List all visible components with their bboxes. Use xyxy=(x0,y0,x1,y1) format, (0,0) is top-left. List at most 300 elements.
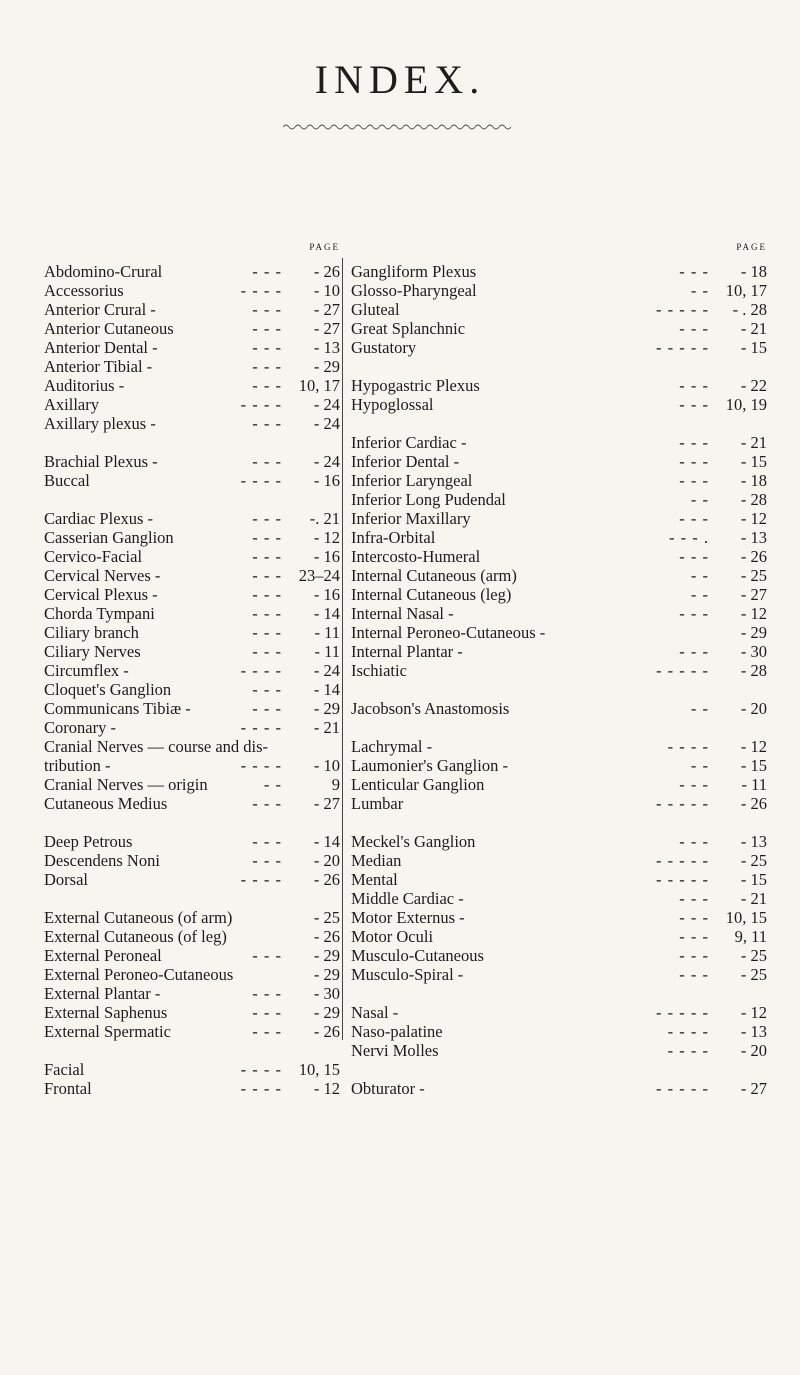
index-entry xyxy=(44,509,340,528)
entry-page-number: - 29 xyxy=(313,965,340,984)
entry-term: Abdomino-Crural xyxy=(44,262,163,281)
index-entry xyxy=(44,338,340,357)
entry-leader-dashes: - - - - - xyxy=(656,870,709,889)
entry-page-number: - 24 xyxy=(313,661,340,680)
entry-page-number: - 25 xyxy=(740,566,767,585)
entry-term: Obturator - xyxy=(351,1079,425,1098)
index-entry xyxy=(351,927,767,946)
entry-page-number: - 26 xyxy=(313,262,340,281)
entry-page-number: - 25 xyxy=(313,908,340,927)
index-entry xyxy=(44,737,340,756)
index-entry xyxy=(44,984,340,1003)
index-entry xyxy=(351,908,767,927)
index-entry xyxy=(351,376,767,395)
index-entry xyxy=(351,623,767,642)
entry-leader-dashes: - - - - xyxy=(240,281,282,300)
entry-leader-dashes: - - - - xyxy=(240,756,282,775)
index-entry xyxy=(351,737,767,756)
entry-term: Anterior Dental - xyxy=(44,338,158,357)
entry-page-number: - 26 xyxy=(740,794,767,813)
entry-term: tribution - xyxy=(44,756,111,775)
entry-leader-dashes: - - - xyxy=(252,357,282,376)
entry-leader-dashes: - - - xyxy=(679,395,709,414)
entry-page-number: - 26 xyxy=(313,927,340,946)
index-entry xyxy=(44,851,340,870)
entry-page-number: - 20 xyxy=(740,699,767,718)
entry-leader-dashes: - - - xyxy=(679,642,709,661)
entry-term: Buccal xyxy=(44,471,90,490)
entry-term: Anterior Tibial - xyxy=(44,357,153,376)
index-entry xyxy=(351,1041,767,1060)
entry-page-number: - 11 xyxy=(314,623,340,642)
entry-page-number: - 30 xyxy=(313,984,340,1003)
page-column-header: PAGE xyxy=(736,242,767,252)
entry-page-number: - 12 xyxy=(313,528,340,547)
entry-term: Cranial Nerves — origin xyxy=(44,775,208,794)
entry-page-number: - 29 xyxy=(313,1003,340,1022)
entry-leader-dashes: - - xyxy=(690,756,709,775)
entry-leader-dashes: - - - xyxy=(252,585,282,604)
index-entry xyxy=(351,1079,767,1098)
entry-page-number: - 13 xyxy=(740,1022,767,1041)
entry-page-number: - 16 xyxy=(313,585,340,604)
entry-page-number: - 25 xyxy=(740,965,767,984)
entry-term: Cranial Nerves — course and dis- xyxy=(44,737,269,756)
index-entry xyxy=(351,965,767,984)
entry-leader-dashes: - - - xyxy=(679,262,709,281)
entry-term: Internal Nasal - xyxy=(351,604,454,623)
index-entry xyxy=(351,395,767,414)
entry-leader-dashes: - - - xyxy=(679,604,709,623)
entry-leader-dashes: - - - xyxy=(252,699,282,718)
index-entry xyxy=(44,528,340,547)
entry-page-number: 9 xyxy=(331,775,340,794)
index-entry xyxy=(44,1003,340,1022)
entry-leader-dashes: - - - xyxy=(252,794,282,813)
entry-term: Intercosto-Humeral xyxy=(351,547,481,566)
index-entry xyxy=(351,281,767,300)
entry-page-number: - 25 xyxy=(740,851,767,870)
index-entry xyxy=(351,870,767,889)
entry-leader-dashes: - - - - xyxy=(667,1022,709,1041)
entry-leader-dashes: - - - xyxy=(252,1003,282,1022)
entry-leader-dashes: - - - xyxy=(252,547,282,566)
entry-leader-dashes: - - - xyxy=(252,623,282,642)
entry-page-number: - 18 xyxy=(740,471,767,490)
entry-leader-dashes: - - xyxy=(690,490,709,509)
entry-leader-dashes: - - - xyxy=(252,452,282,471)
entry-term: Musculo-Cutaneous xyxy=(351,946,484,965)
entry-page-number: - 11 xyxy=(741,775,767,794)
entry-leader-dashes: - - - - xyxy=(240,1079,282,1098)
entry-term: Cervical Plexus - xyxy=(44,585,158,604)
entry-term: Frontal xyxy=(44,1079,92,1098)
entry-page-number: - 12 xyxy=(313,1079,340,1098)
entry-term: External Cutaneous (of leg) xyxy=(44,927,227,946)
entry-term: Median xyxy=(351,851,402,870)
entry-term: Ischiatic xyxy=(351,661,407,680)
entry-term: Middle Cardiac - xyxy=(351,889,464,908)
entry-term: External Spermatic xyxy=(44,1022,171,1041)
entry-term: Great Splanchnic xyxy=(351,319,466,338)
entry-page-number: - 24 xyxy=(313,414,340,433)
index-entry xyxy=(44,452,340,471)
index-entry xyxy=(44,281,340,300)
index-entry xyxy=(44,604,340,623)
entry-page-number: - 18 xyxy=(740,262,767,281)
entry-page-number: - 29 xyxy=(313,357,340,376)
index-entry xyxy=(44,661,340,680)
entry-term: Anterior Crural - xyxy=(44,300,156,319)
entry-page-number: 10, 17 xyxy=(298,376,340,395)
entry-term: Naso-palatine xyxy=(351,1022,443,1041)
index-entry xyxy=(44,870,340,889)
index-entry xyxy=(44,414,340,433)
entry-term: Internal Plantar - xyxy=(351,642,463,661)
entry-leader-dashes: - - - xyxy=(252,984,282,1003)
entry-page-number: 10, 15 xyxy=(725,908,767,927)
entry-page-number: - 24 xyxy=(313,452,340,471)
index-entry xyxy=(44,319,340,338)
index-entry xyxy=(44,927,340,946)
entry-term: Auditorius - xyxy=(44,376,125,395)
entry-page-number: - 14 xyxy=(313,680,340,699)
entry-term: Casserian Ganglion xyxy=(44,528,174,547)
entry-leader-dashes: - - - xyxy=(679,509,709,528)
entry-page-number: - 10 xyxy=(313,281,340,300)
entry-term: Nasal - xyxy=(351,1003,399,1022)
index-entry xyxy=(351,509,767,528)
entry-page-number: - 13 xyxy=(740,528,767,547)
entry-term: External Peroneal xyxy=(44,946,162,965)
entry-page-number: 23–24 xyxy=(298,566,340,585)
entry-term: Anterior Cutaneous xyxy=(44,319,174,338)
entry-page-number: - 12 xyxy=(740,604,767,623)
index-entry xyxy=(351,319,767,338)
entry-page-number: - 27 xyxy=(740,1079,767,1098)
ornamental-wavy-rule xyxy=(283,122,513,132)
entry-leader-dashes: - - - xyxy=(679,946,709,965)
entry-term: Internal Cutaneous (arm) xyxy=(351,566,517,585)
index-entry xyxy=(351,262,767,281)
entry-leader-dashes: - - - xyxy=(679,471,709,490)
entry-page-number: - 27 xyxy=(313,300,340,319)
entry-leader-dashes: - - - - - xyxy=(656,338,709,357)
entry-term: External Saphenus xyxy=(44,1003,168,1022)
entry-page-number: - 28 xyxy=(740,490,767,509)
index-entry xyxy=(44,775,340,794)
entry-term: Facial xyxy=(44,1060,85,1079)
entry-page-number: - 26 xyxy=(740,547,767,566)
entry-leader-dashes: - - - - - xyxy=(656,794,709,813)
entry-page-number: - 14 xyxy=(313,832,340,851)
entry-term: Gustatory xyxy=(351,338,417,357)
entry-page-number: - 27 xyxy=(740,585,767,604)
entry-page-number: - 21 xyxy=(740,889,767,908)
page-title: INDEX. xyxy=(314,57,486,102)
entry-term: Cervico-Facial xyxy=(44,547,143,566)
entry-leader-dashes: - - - - - xyxy=(656,300,709,319)
entry-leader-dashes: - - - xyxy=(252,604,282,623)
entry-page-number: - 16 xyxy=(313,471,340,490)
entry-term: Glosso-Pharyngeal xyxy=(351,281,477,300)
entry-term: Lachrymal - xyxy=(351,737,433,756)
index-entry xyxy=(44,965,340,984)
entry-page-number: - 20 xyxy=(313,851,340,870)
entry-page-number: - 27 xyxy=(313,319,340,338)
entry-page-number: - 27 xyxy=(313,794,340,813)
entry-leader-dashes: - - - xyxy=(252,946,282,965)
entry-leader-dashes: - - - xyxy=(252,642,282,661)
index-entry xyxy=(44,680,340,699)
index-entry xyxy=(44,1060,340,1079)
index-entry xyxy=(351,1003,767,1022)
entry-leader-dashes: - - - xyxy=(679,433,709,452)
entry-page-number: - 30 xyxy=(740,642,767,661)
entry-term: Mental xyxy=(351,870,398,889)
entry-leader-dashes: - - - xyxy=(679,452,709,471)
entry-leader-dashes: - - - xyxy=(252,566,282,585)
entry-page-number: - 11 xyxy=(314,642,340,661)
entry-leader-dashes: - - xyxy=(690,281,709,300)
entry-page-number: - 24 xyxy=(313,395,340,414)
index-entry xyxy=(351,452,767,471)
entry-leader-dashes: - - - - xyxy=(240,1060,282,1079)
entry-page-number: - 29 xyxy=(313,699,340,718)
entry-page-number: - 15 xyxy=(740,870,767,889)
entry-page-number: - 25 xyxy=(740,946,767,965)
entry-leader-dashes: - - - xyxy=(252,832,282,851)
entry-page-number: - 16 xyxy=(313,547,340,566)
entry-leader-dashes: - - - - xyxy=(667,737,709,756)
entry-page-number: - 12 xyxy=(740,737,767,756)
index-entry xyxy=(44,642,340,661)
entry-term: Cloquet's Ganglion xyxy=(44,680,172,699)
index-entry xyxy=(44,1022,340,1041)
entry-page-number: 10, 19 xyxy=(725,395,767,414)
index-entry xyxy=(44,566,340,585)
entry-page-number: - 26 xyxy=(313,1022,340,1041)
index-entry xyxy=(44,623,340,642)
entry-leader-dashes: - - - xyxy=(252,319,282,338)
entry-term: External Peroneo-Cutaneous xyxy=(44,965,234,984)
page-column-header: PAGE xyxy=(309,242,340,252)
index-entry xyxy=(351,946,767,965)
entry-term: Inferior Cardiac - xyxy=(351,433,467,452)
entry-term: Lenticular Ganglion xyxy=(351,775,485,794)
entry-term: Coronary - xyxy=(44,718,116,737)
index-entry xyxy=(351,300,767,319)
index-entry xyxy=(44,794,340,813)
entry-term: Internal Cutaneous (leg) xyxy=(351,585,512,604)
index-entry xyxy=(44,262,340,281)
entry-term: Axillary plexus - xyxy=(44,414,156,433)
entry-leader-dashes: - - - xyxy=(252,300,282,319)
entry-leader-dashes: - - - xyxy=(252,528,282,547)
entry-term: Jacobson's Anastomosis xyxy=(351,699,510,718)
index-entry xyxy=(351,585,767,604)
entry-page-number: - 15 xyxy=(740,452,767,471)
entry-leader-dashes: - - - xyxy=(252,414,282,433)
index-entry xyxy=(44,718,340,737)
entry-page-number: - 29 xyxy=(740,623,767,642)
entry-term: Descendens Noni xyxy=(44,851,160,870)
entry-page-number: - 10 xyxy=(313,756,340,775)
entry-leader-dashes: - - - - - xyxy=(656,851,709,870)
entry-term: Axillary xyxy=(44,395,99,414)
entry-page-number: - 21 xyxy=(740,319,767,338)
entry-page-number: - . 28 xyxy=(732,300,767,319)
index-entry xyxy=(351,889,767,908)
entry-leader-dashes: - - - xyxy=(679,927,709,946)
entry-leader-dashes: - - - - xyxy=(240,661,282,680)
index-entry xyxy=(351,699,767,718)
entry-page-number: - 28 xyxy=(740,661,767,680)
entry-leader-dashes: - - - xyxy=(679,965,709,984)
entry-leader-dashes: - - xyxy=(690,566,709,585)
entry-page-number: - 14 xyxy=(313,604,340,623)
entry-term: Gluteal xyxy=(351,300,400,319)
index-entry xyxy=(351,433,767,452)
entry-term: Ciliary Nerves xyxy=(44,642,141,661)
entry-leader-dashes: - - - - xyxy=(240,471,282,490)
index-entry xyxy=(351,566,767,585)
entry-term: Inferior Dental - xyxy=(351,452,460,471)
entry-leader-dashes: - - - xyxy=(679,376,709,395)
entry-leader-dashes: - - - xyxy=(252,509,282,528)
entry-page-number: - 21 xyxy=(313,718,340,737)
entry-term: Infra-Orbital xyxy=(351,528,436,547)
entry-term: Accessorius xyxy=(44,281,124,300)
entry-page-number: - 26 xyxy=(313,870,340,889)
entry-leader-dashes: - - - - xyxy=(240,718,282,737)
entry-leader-dashes: - - - - xyxy=(240,870,282,889)
entry-leader-dashes: - - xyxy=(690,585,709,604)
index-entry xyxy=(351,832,767,851)
entry-term: Inferior Maxillary xyxy=(351,509,471,528)
index-entry xyxy=(351,794,767,813)
index-entry xyxy=(44,547,340,566)
entry-leader-dashes: - - - xyxy=(252,338,282,357)
entry-leader-dashes: - - - - - xyxy=(656,1003,709,1022)
entry-leader-dashes: - - xyxy=(690,699,709,718)
entry-term: Laumonier's Ganglion - xyxy=(351,756,508,775)
entry-page-number: - 13 xyxy=(313,338,340,357)
entry-term: Dorsal xyxy=(44,870,88,889)
index-entry xyxy=(44,832,340,851)
entry-term: Cervical Nerves - xyxy=(44,566,161,585)
entry-page-number: 10, 17 xyxy=(725,281,767,300)
entry-term: Circumflex - xyxy=(44,661,129,680)
index-entry xyxy=(351,338,767,357)
entry-leader-dashes: - - - - xyxy=(667,1041,709,1060)
entry-page-number: 9, 11 xyxy=(734,927,767,946)
index-entry xyxy=(351,604,767,623)
index-entry xyxy=(44,300,340,319)
entry-leader-dashes: - - - xyxy=(252,851,282,870)
entry-leader-dashes: - - - xyxy=(679,775,709,794)
entry-page-number: - 12 xyxy=(740,509,767,528)
entry-term: Deep Petrous xyxy=(44,832,133,851)
entry-page-number: -. 21 xyxy=(309,509,340,528)
index-entry xyxy=(351,547,767,566)
index-entry xyxy=(44,471,340,490)
entry-term: Nervi Molles xyxy=(351,1041,439,1060)
entry-leader-dashes: - - - xyxy=(679,547,709,566)
index-entry xyxy=(351,756,767,775)
entry-leader-dashes: - - - xyxy=(679,832,709,851)
entry-term: Hypogastric Plexus xyxy=(351,376,480,395)
index-entry xyxy=(351,642,767,661)
index-entry xyxy=(351,775,767,794)
entry-page-number: - 15 xyxy=(740,756,767,775)
index-entry xyxy=(44,756,340,775)
entry-page-number: - 13 xyxy=(740,832,767,851)
entry-leader-dashes: - - - xyxy=(252,262,282,281)
entry-leader-dashes: - - - xyxy=(679,319,709,338)
entry-term: Inferior Laryngeal xyxy=(351,471,473,490)
entry-term: Cutaneous Medius xyxy=(44,794,168,813)
entry-leader-dashes: - - - - xyxy=(240,395,282,414)
entry-term: Internal Peroneo-Cutaneous - xyxy=(351,623,546,642)
entry-term: Brachial Plexus - xyxy=(44,452,158,471)
entry-term: Motor Externus - xyxy=(351,908,465,927)
entry-term: Communicans Tibiæ - xyxy=(44,699,191,718)
entry-term: External Plantar - xyxy=(44,984,161,1003)
column-divider xyxy=(342,258,343,1040)
entry-page-number: - 22 xyxy=(740,376,767,395)
entry-page-number: - 20 xyxy=(740,1041,767,1060)
index-entry xyxy=(44,585,340,604)
entry-page-number: - 15 xyxy=(740,338,767,357)
entry-leader-dashes: - - - xyxy=(679,908,709,927)
entry-term: Musculo-Spiral - xyxy=(351,965,464,984)
entry-leader-dashes: - - - xyxy=(252,1022,282,1041)
entry-leader-dashes: - - xyxy=(263,775,282,794)
entry-term: Hypoglossal xyxy=(351,395,434,414)
entry-page-number: 10, 15 xyxy=(298,1060,340,1079)
index-entry xyxy=(44,1079,340,1098)
index-entry xyxy=(44,357,340,376)
index-entry xyxy=(44,908,340,927)
entry-term: Meckel's Ganglion xyxy=(351,832,476,851)
entry-term: Chorda Tympani xyxy=(44,604,155,623)
entry-leader-dashes: - - - . xyxy=(669,528,709,547)
entry-term: Lumbar xyxy=(351,794,404,813)
entry-leader-dashes: - - - xyxy=(252,376,282,395)
entry-term: Motor Oculi xyxy=(351,927,434,946)
index-entry xyxy=(44,395,340,414)
index-entry xyxy=(351,851,767,870)
entry-page-number: - 12 xyxy=(740,1003,767,1022)
index-entry xyxy=(351,661,767,680)
index-entry xyxy=(351,1022,767,1041)
index-entry xyxy=(351,490,767,509)
entry-leader-dashes: - - - - - xyxy=(656,661,709,680)
entry-page-number: - 21 xyxy=(740,433,767,452)
entry-term: External Cutaneous (of arm) xyxy=(44,908,233,927)
index-entry xyxy=(351,471,767,490)
entry-term: Ciliary branch xyxy=(44,623,139,642)
entry-term: Cardiac Plexus - xyxy=(44,509,154,528)
entry-term: Gangliform Plexus xyxy=(351,262,477,281)
index-entry xyxy=(351,528,767,547)
entry-leader-dashes: - - - xyxy=(679,889,709,908)
entry-page-number: - 29 xyxy=(313,946,340,965)
index-entry xyxy=(44,946,340,965)
entry-term: Inferior Long Pudendal xyxy=(351,490,506,509)
entry-leader-dashes: - - - - - xyxy=(656,1079,709,1098)
